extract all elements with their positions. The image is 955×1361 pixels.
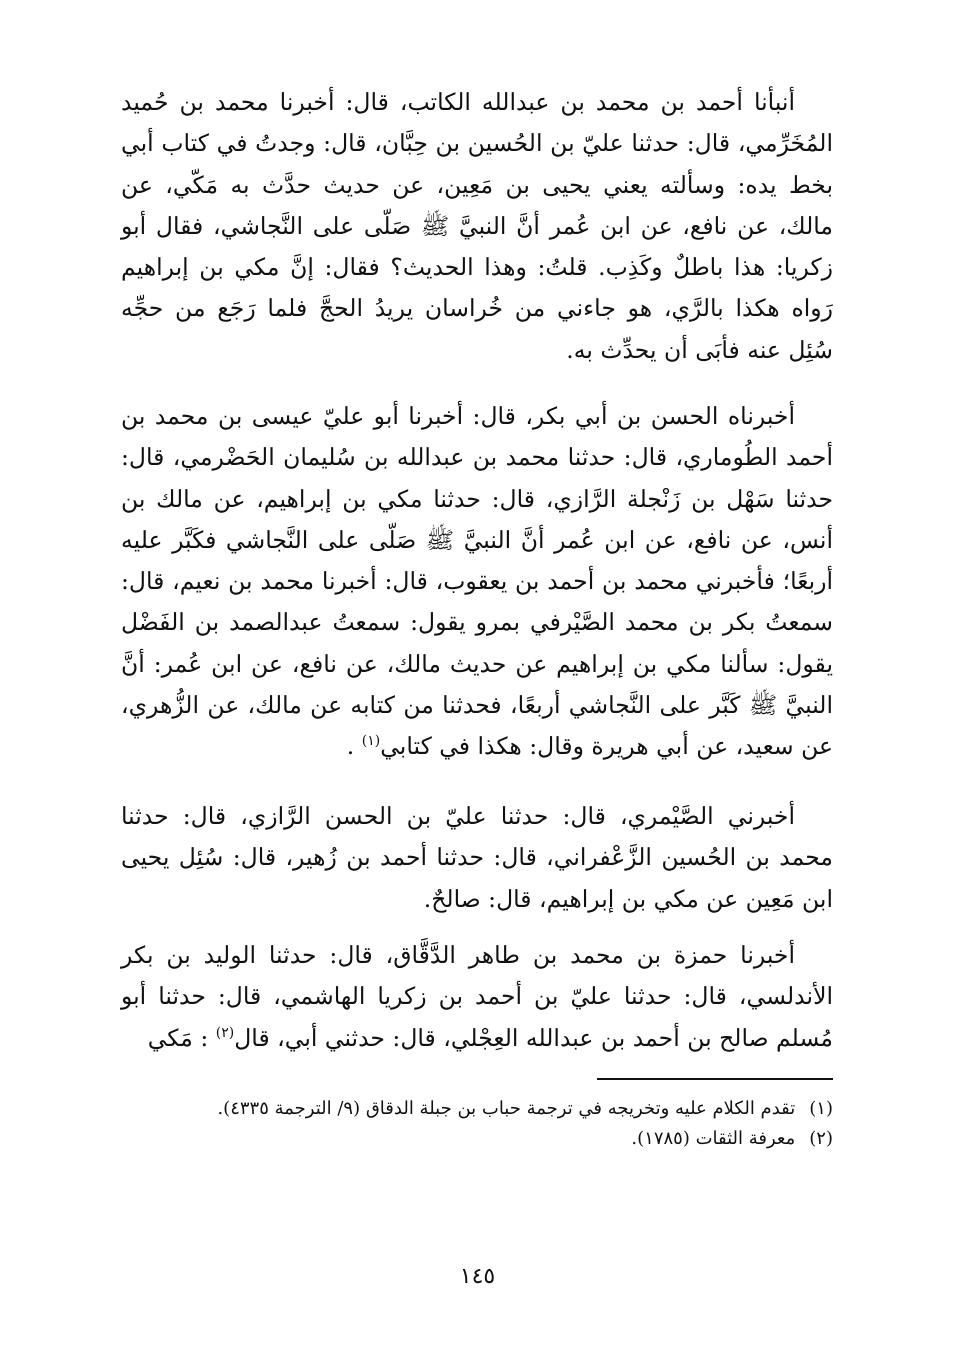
paragraph-text [121,396,833,768]
footnote-text: معرفة الثقات (١٧٨٥). [631,1128,796,1149]
paragraph-text: أخبرني الصَّيْمري، قال: حدثنا عليّ بن الحسن الرَّازي، قال: حدثنا محمد بن الحُسين الزَّعْفراني، قال: حدثنا أحمد بن زُهير، قال: سُئِل يحيى ابن مَعِين عن مكي بن إبراهيم، قال: صالحٌ. [121,802,833,913]
footnote-1 [121,1094,833,1124]
body-paragraph-1 [121,82,833,371]
body-paragraph-4 [121,935,833,1059]
footnote-divider [597,1078,833,1080]
footnote-2 [121,1124,833,1154]
footnote-reference-2[interactable]: (٢) [215,1024,235,1041]
paragraph-text-tail: . [346,732,362,761]
paragraph-text-main: أخبرناه الحسن بن أبي بكر، قال: أخبرنا أبو عليّ عيسى بن محمد بن أحمد الطُوماري، قال: حدثنا محمد بن عبدالله بن سُليمان الحَضْرمي، قال: حدثنا سَهْل بن زَنْجلة الرَّازي، قال: حدثنا مكي بن إبراهيم، عن مالك بن أنس، عن نافع، عن ابن عُمر أنَّ النبيَّ ﷺ صَلّى على النَّجاشي فكَبَّر عليه أربعًا؛ فأخبرني محمد بن أحمد بن يعقوب، قال: أخبرنا محمد بن نعيم، قال: سمعتُ بكر بن محمد الصَّيْرفي بمرو يقول: سمعتُ عبدالصمد بن الفَضْل يقول: سألنا مكي بن إبراهيم عن حديث مالك، عن نافع، عن ابن عُمر: أنَّ النبيَّ ﷺ كَبَّر على النَّجاشي أربعًا، فحدثنا من كتابه عن مالك، عن الزُّهري، عن سعيد، عن أبي هريرة وقال: هكذا في كتابي [121,402,833,761]
footnote-number: (٢) [809,1128,833,1149]
paragraph-text-main: أخبرنا حمزة بن محمد بن طاهر الدَّقَّاق، قال: حدثنا الوليد بن بكر الأندلسي، قال: حدثنا عليّ بن أحمد بن زكريا الهاشمي، قال: حدثنا أبو مُسلم صالح بن أحمد بن عبدالله العِجْلي، قال: حدثني أبي، قال [121,941,833,1052]
paragraph-text: أنبأنا أحمد بن محمد بن عبدالله الكاتب، قال: أخبرنا محمد بن حُميد المُخَرِّمي، قال: حدثنا عليّ بن الحُسين بن حِبَّان، قال: وجدتُ في كتاب أبي بخط يده: وسألته يعني يحيى بن مَعِين، عن حديث حدَّث به مَكّي، عن مالك، عن نافع، عن ابن عُمر أنَّ النبيَّ ﷺ صَلّى على النَّجاشي، فقال أبو زكريا: هذا باطلٌ وكَذِب. قلتُ: وهذا الحديث؟ فقال: إنَّ مكي بن إبراهيم رَواه هكذا بالرَّي، هو جاءني من خُراسان يريدُ الحجَّ فلما رَجَع من حجِّه سُئِل عنه فأبَى أن يحدِّث به. [121,88,833,364]
body-paragraph-3 [121,796,833,920]
body-paragraph-2 [121,396,833,768]
footnote-reference-1[interactable]: (١) [361,733,381,750]
footnotes-section [121,1094,833,1154]
paragraph-text-tail: : مَكي [147,1023,216,1052]
paragraph-text [121,935,833,1059]
footnote-text: تقدم الكلام عليه وتخريجه في ترجمة حباب بن جبلة الدقاق (٩/ الترجمة ٤٣٣٥). [217,1098,796,1119]
footnote-number: (١) [809,1098,833,1119]
page-number: ١٤٥ [459,1264,496,1289]
